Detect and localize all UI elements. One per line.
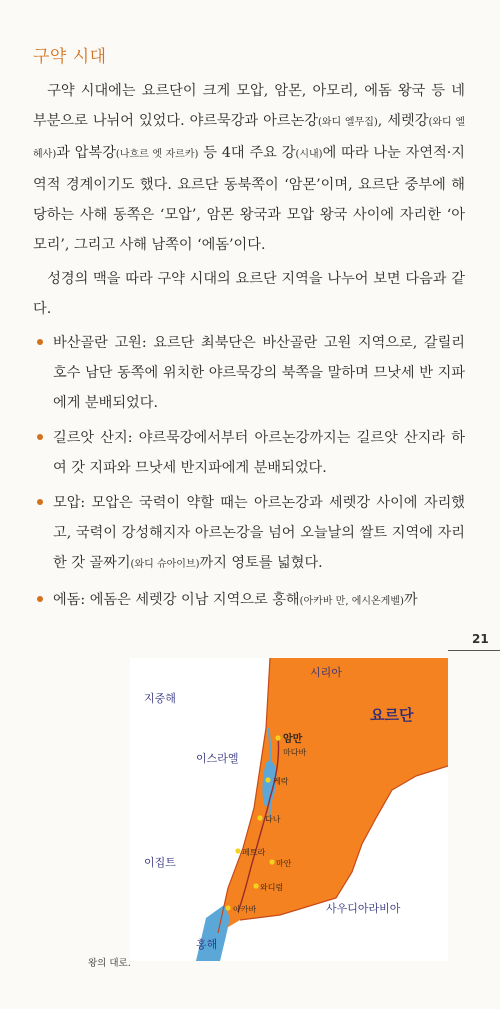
text-run: 까지 영토를 넓혔다. <box>199 555 323 571</box>
map-caption: 왕의 대로. <box>88 958 131 969</box>
city-dot-dana <box>257 815 262 820</box>
inline-annotation: (와디 엘헤사) <box>33 117 466 160</box>
inline-annotation: (나흐르 엣 자르카) <box>115 149 199 160</box>
text-run: 에 따라 나눈 자연적·지역적 경계이기도 했다. 요르단 동북쪽이 ‘암몬’이며, 요르단 중부에 해당하는 사해 동쪽은 ‘모압’, 암몬 왕국과 모압 왕국 사이에 자리한 ‘아모리’, 그리고 사해 남쪽이 ‘에돔’이다. <box>33 145 466 253</box>
text-run: 모압: 모압은 국력이 약할 때는 아르논강과 세렛강 사이에 자리했고, 국력이 강성해지자 아르논강을 넘어 오늘날의 쌀트 지역에 자리한 갓 골짜기 <box>53 495 465 571</box>
text-run: 길르앗 산지: 야르묵강에서부터 아르논강까지는 길르앗 산지라 하여 갓 지파와 므낫세 반지파에게 분배되었다. <box>53 430 465 476</box>
label-amman: 암만 <box>283 734 303 745</box>
section-title: 구약 시대 <box>33 47 107 67</box>
label-maan: 마안 <box>276 859 292 868</box>
bullet-dot-icon <box>37 339 43 345</box>
label-aqaba: 아카바 <box>233 905 257 914</box>
paragraph <box>33 76 465 260</box>
bullet-dot-icon <box>37 434 43 440</box>
bullet-item <box>33 328 465 418</box>
inline-annotation: (시내) <box>295 149 323 160</box>
text-run: 에돔: 에돔은 세렛강 이남 지역으로 홍해 <box>53 592 300 608</box>
label-jordan: 요르단 <box>370 706 414 724</box>
page-number-rule <box>448 650 500 651</box>
city-dot-amman <box>275 735 280 740</box>
kings-highway-map <box>130 658 448 961</box>
city-dot-aqaba <box>225 905 230 910</box>
city-dot-wadi-rum <box>253 883 258 888</box>
label-wadi-rum: 와디럼 <box>260 883 284 892</box>
text-run: 성경의 맥을 따라 구약 시대의 요르단 지역을 나누어 보면 다음과 같다. <box>33 271 465 317</box>
page-number: 21 <box>472 632 489 646</box>
text-run: 등 4대 주요 강 <box>198 145 296 161</box>
text-run: 까 <box>403 592 418 608</box>
label-israel: 이스라엘 <box>196 752 239 765</box>
text-run: 구약 시대에는 요르단이 크게 모압, 암몬, 아모리, 에돔 왕국 등 네 부분으로 나뉘어 있었다. 야르묵강과 아르논강 <box>33 83 465 129</box>
label-mediterranean: 지중해 <box>144 692 176 705</box>
bullet-dot-icon <box>37 499 43 505</box>
paragraph <box>33 264 465 324</box>
bullet-item <box>33 488 465 580</box>
city-dot-maan <box>269 859 274 864</box>
body-text <box>33 76 465 622</box>
label-red-sea: 홍해 <box>196 938 218 951</box>
label-karak: 케락 <box>273 777 289 786</box>
bullet-dot-icon <box>37 596 43 602</box>
label-petra: 페트라 <box>242 848 266 857</box>
inline-annotation: (와디 엘무집) <box>317 117 378 128</box>
paragraphs <box>33 76 465 324</box>
bullet-item <box>33 585 465 617</box>
inline-annotation: (아카바 만, 에시온게벨) <box>299 596 404 607</box>
city-dot-petra <box>235 848 240 853</box>
bullet-item <box>33 423 465 483</box>
label-dana: 다나 <box>265 815 281 824</box>
label-saudi-arabia: 사우디아라비아 <box>326 902 401 915</box>
label-syria: 시리아 <box>310 666 342 679</box>
text-run: , 세렛강 <box>377 113 429 129</box>
text-run: 바산골란 고원: 요르단 최북단은 바산골란 고원 지역으로, 갈릴리 호수 남단 동쪽에 위치한 야르묵강의 북쪽을 말하며 므낫세 반 지파에게 분배되었다. <box>53 335 465 411</box>
inline-annotation: (와디 슈아이브) <box>130 559 200 570</box>
label-egypt: 이집트 <box>144 856 176 869</box>
label-madaba: 마다바 <box>283 748 307 757</box>
text-run: 과 압복강 <box>56 145 116 161</box>
city-dot-karak <box>265 777 270 782</box>
bullet-list <box>33 328 465 617</box>
